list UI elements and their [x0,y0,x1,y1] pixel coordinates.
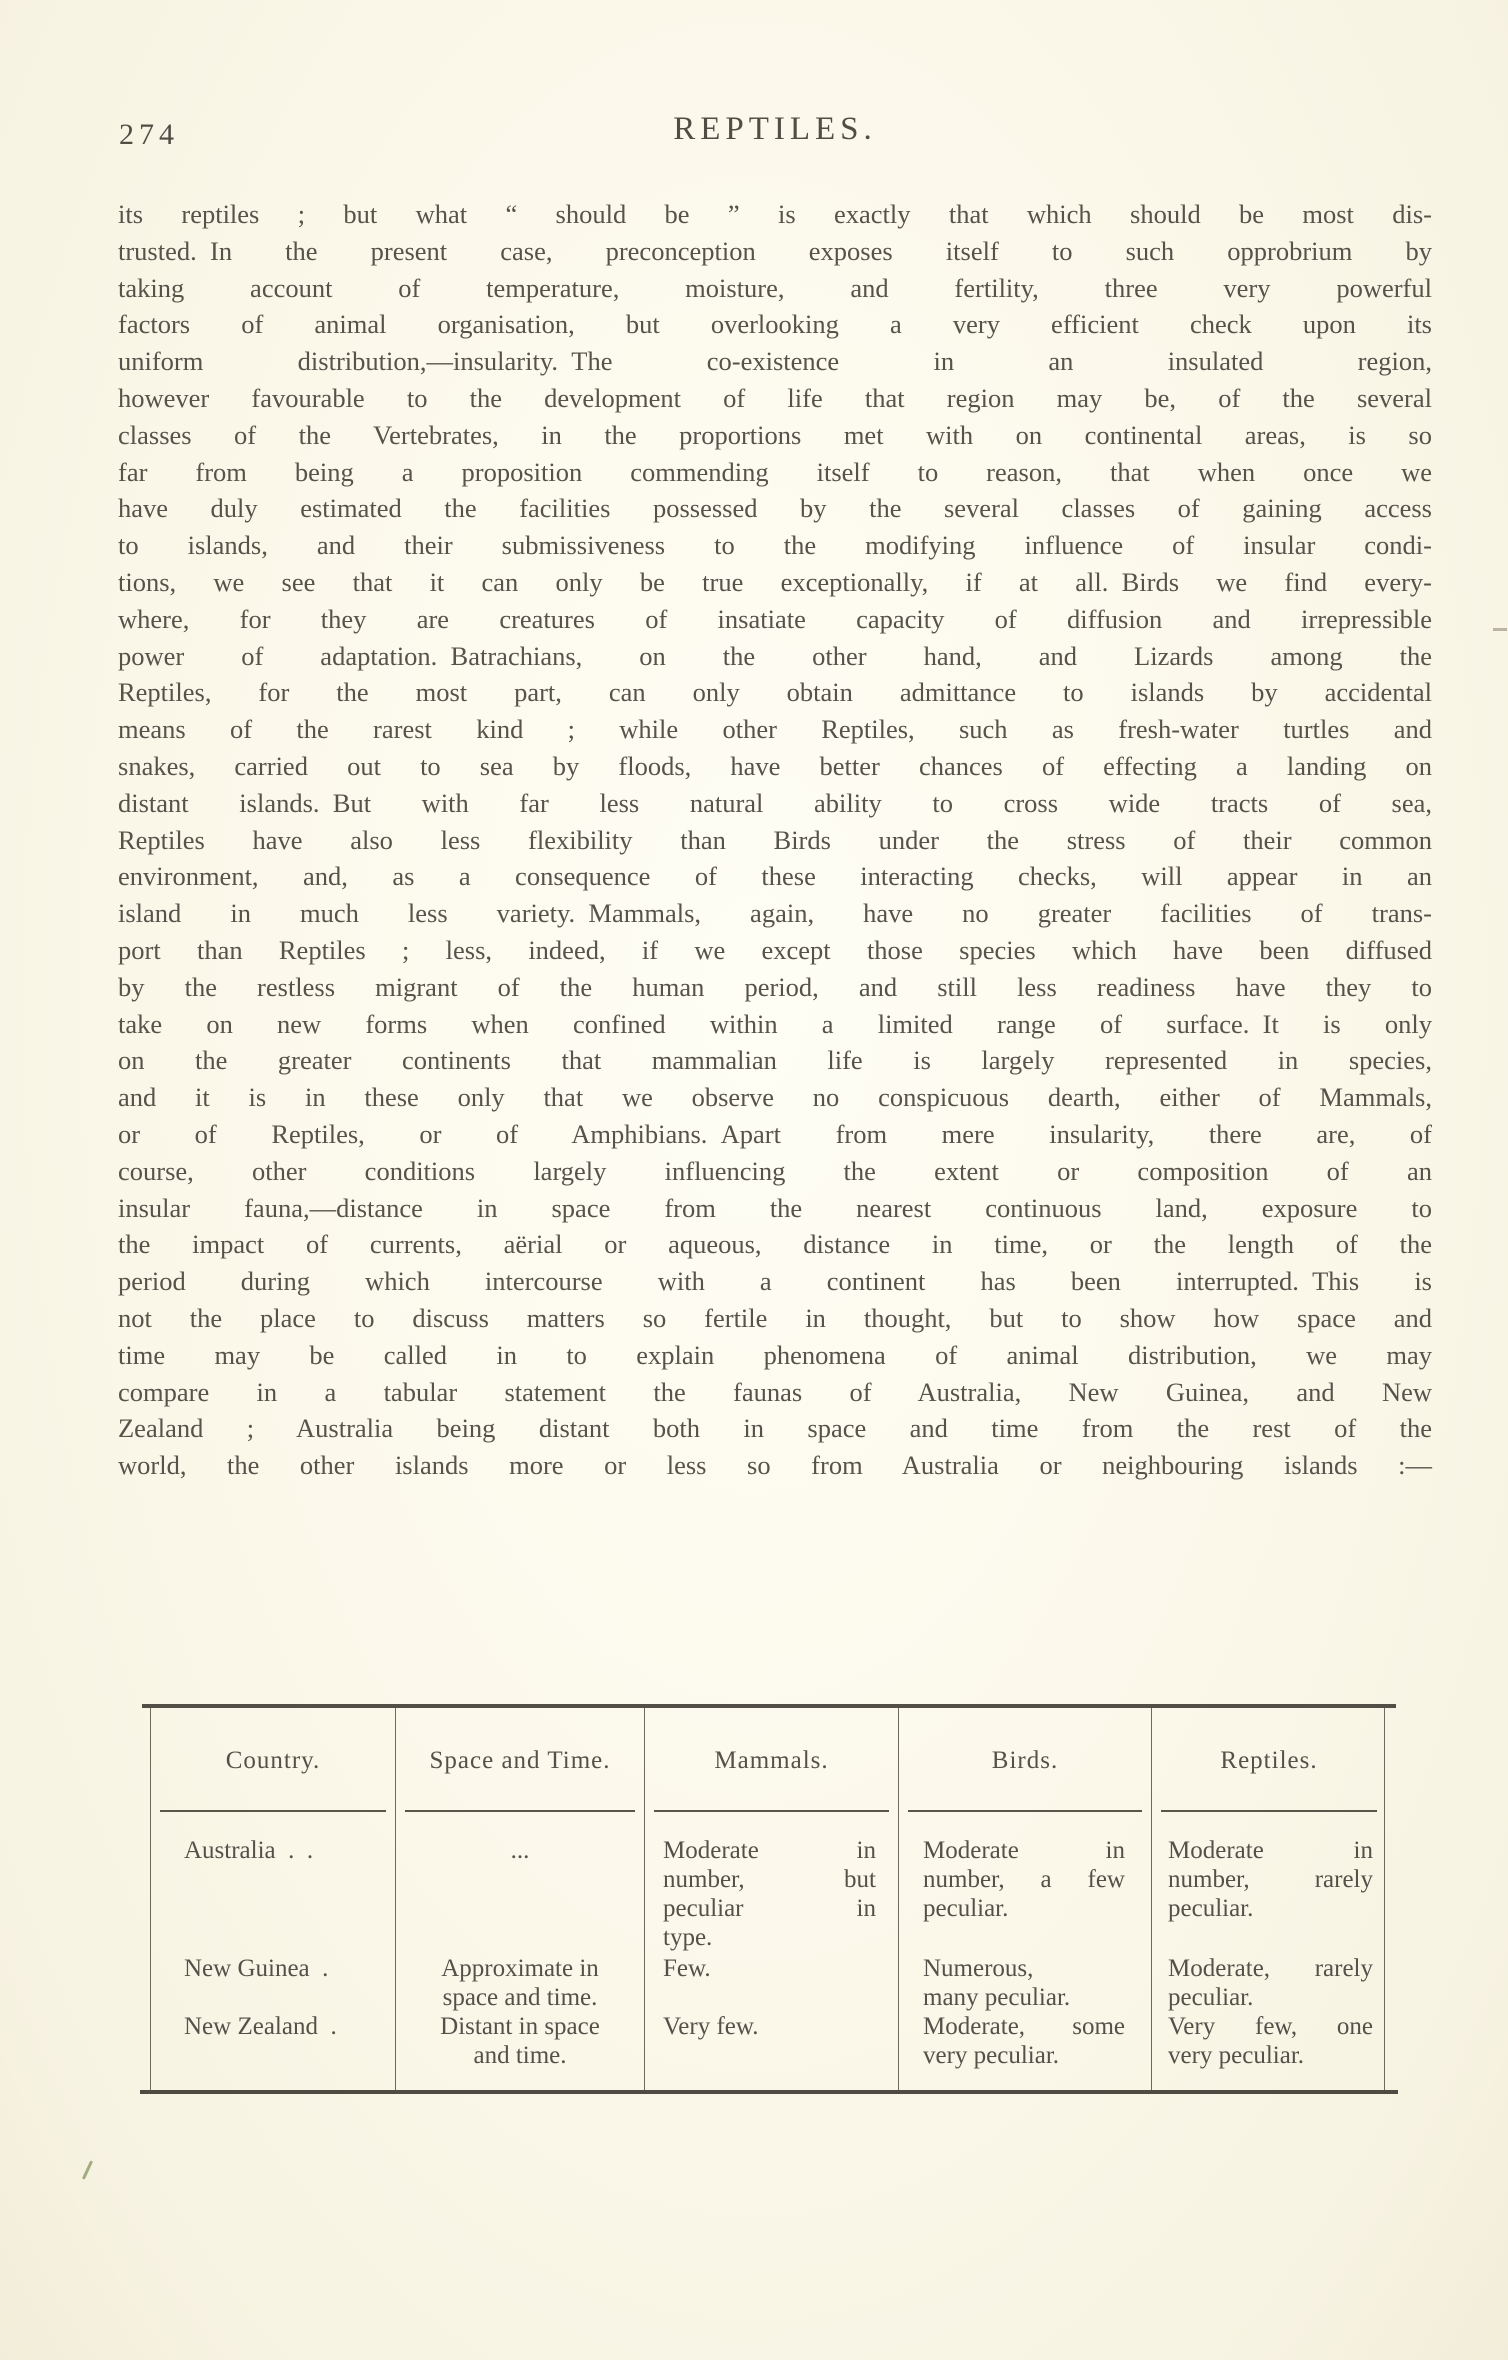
table-cell-line: Moderate in [923,1837,1125,1864]
body-text-line: environment, and, as a consequence of these interacting checks, will appear in an [118,861,1432,892]
body-text-line: tions, we see that it can only be true exceptionally, if at all. Birds we find every- [118,566,1432,597]
running-head: REPTILES. [673,111,877,147]
body-text-line: period during which intercourse with a continent has been interrupted. This is [118,1266,1432,1297]
body-text-line: its reptiles ; but what “ should be ” is exactly that which should be most dis- [118,199,1432,229]
table-cell-line: Australia . . [184,1837,314,1864]
table-cell-line: Very few, one [1168,2013,1373,2040]
body-text-line: have duly estimated the facilities possessed by the several classes of gaining access [118,493,1432,524]
body-text-line: Zealand ; Australia being distant both in space and time from the rest of the [118,1413,1432,1444]
column-header: Reptiles. [1152,1708,1386,1812]
table-cell-line: Moderate in [663,1837,876,1864]
table-cell-line: space and time. [442,1984,598,2011]
table-cell [396,2010,645,2090]
body-text-line: by the restless migrant of the human period, and still less readiness have they to [118,971,1432,1002]
table-cell-line: Very few. [663,2013,759,2040]
table-cell [899,1952,1152,2010]
table-cell-line: New Guinea . [184,1955,329,1982]
body-text-line: trusted. In the present case, preconception exposes itself to such opprobrium by [118,235,1432,266]
column-header: Space and Time. [396,1708,645,1812]
table-cell [151,1952,396,2010]
scan-artifact [1493,628,1507,631]
body-text-line: the impact of currents, aërial or aqueous, distance in time, or the length of the [118,1229,1432,1260]
body-text-line: Reptiles have also less flexibility than Birds under the stress of their common [118,824,1432,855]
table-cell-line: number, but [663,1866,876,1893]
body-text-line: take on new forms when confined within a limited range of surface. It is only [118,1008,1432,1039]
body-text-line: course, other conditions largely influencing the extent or composition of an [118,1155,1432,1186]
table-cell [1152,1812,1386,1952]
body-text-line: taking account of temperature, moisture, and fertility, three very powerful [118,272,1432,303]
table-cell-line: and time. [473,2042,567,2069]
body-text-line: distant islands. But with far less natural ability to cross wide tracts of sea, [118,787,1432,818]
column-header: Country. [151,1708,396,1812]
table-cell-line: Numerous, [923,1955,1034,1982]
table-cell-line: very peculiar. [1168,2042,1305,2069]
table-cell-line: peculiar. [1168,1984,1254,2011]
table-cell-line: Approximate in [441,1955,599,1982]
table-cell-line: number, rarely [1168,1866,1373,1893]
body-text-line: uniform distribution,—insularity. The co-existence in an insulated region, [118,346,1432,377]
table-cell-line: Distant in space [440,2013,600,2040]
body-text-line: far from being a proposition commending itself to reason, that when once we [118,456,1432,487]
column-header: Mammals. [645,1708,899,1812]
body-text-line: compare in a tabular statement the faunas of Australia, New Guinea, and New [118,1376,1432,1407]
table-cell-line: Moderate, some [923,2013,1125,2040]
table-cell [1152,1952,1386,2010]
table-cell [1152,2010,1386,2090]
table-cell [645,1952,899,2010]
table-cell [899,2010,1152,2090]
body-text-line: world, the other islands more or less so from Australia or neighbouring islands :— [118,1450,1432,1481]
table-cell-line: number, a few [923,1866,1125,1893]
page-number: 274 [119,118,179,151]
body-text [118,196,1432,1484]
table-cell [151,2010,396,2090]
table-cell [396,1952,645,2010]
body-text-line: means of the rarest kind ; while other Reptiles, such as fresh-water turtles and [118,714,1432,745]
table-cell-line: peculiar in [663,1895,876,1922]
table-cell-line: New Zealand . [184,2013,337,2040]
table-cell-line: very peculiar. [923,2042,1060,2069]
table-cell [396,1812,645,1952]
table-cell [645,2010,899,2090]
body-text-line: classes of the Vertebrates, in the proportions met with on continental areas, is so [118,419,1432,450]
table-cell-line: type. [663,1924,713,1951]
body-text-line: factors of animal organisation, but overlooking a very efficient check upon its [118,309,1432,340]
body-text-line: not the place to discuss matters so fertile in thought, but to show how space and [118,1302,1432,1333]
body-text-line: island in much less variety. Mammals, again, have no greater facilities of trans- [118,898,1432,929]
column-header: Birds. [899,1708,1152,1812]
body-text-line: on the greater continents that mammalian life is largely represented in species, [118,1045,1432,1076]
body-text-line: time may be called in to explain phenomena of animal distribution, we may [118,1339,1432,1370]
table-cell-line: peculiar. [923,1895,1009,1922]
body-text-line: and it is in these only that we observe no conspicuous dearth, either of Mammals, [118,1082,1432,1113]
table-cell [645,1812,899,1952]
body-text-line: power of adaptation. Batrachians, on the other hand, and Lizards among the [118,640,1432,671]
table-cell-line: Few. [663,1955,711,1982]
body-text-line: where, for they are creatures of insatiate capacity of diffusion and irrepressible [118,603,1432,634]
body-text-line: port than Reptiles ; less, indeed, if we except those species which have been diffused [118,934,1432,965]
body-text-line: however favourable to the development of life that region may be, of the several [118,382,1432,413]
table-cell [899,1812,1152,1952]
table-cell-line: many peculiar. [923,1984,1071,2011]
fauna-table [150,1708,1385,2090]
body-text-line: or of Reptiles, or of Amphibians. Apart from mere insularity, there are, of [118,1118,1432,1149]
body-text-line: Reptiles, for the most part, can only obtain admittance to islands by accidental [118,677,1432,708]
body-text-line: to islands, and their submissiveness to the modifying influence of insular condi- [118,530,1432,561]
table-cell-line: peculiar. [1168,1895,1254,1922]
table-cell-line: ... [510,1837,530,1864]
table-cell-line: Moderate, rarely [1168,1955,1373,1982]
table-cell-line: Moderate in [1168,1837,1373,1864]
body-text-line: snakes, carried out to sea by floods, have better chances of effecting a landing on [118,750,1432,781]
scan-artifact [82,2160,93,2179]
body-text-line: insular fauna,—distance in space from the nearest continuous land, exposure to [118,1192,1432,1223]
table-bottom-rule [140,2090,1398,2094]
table-cell [151,1812,396,1952]
